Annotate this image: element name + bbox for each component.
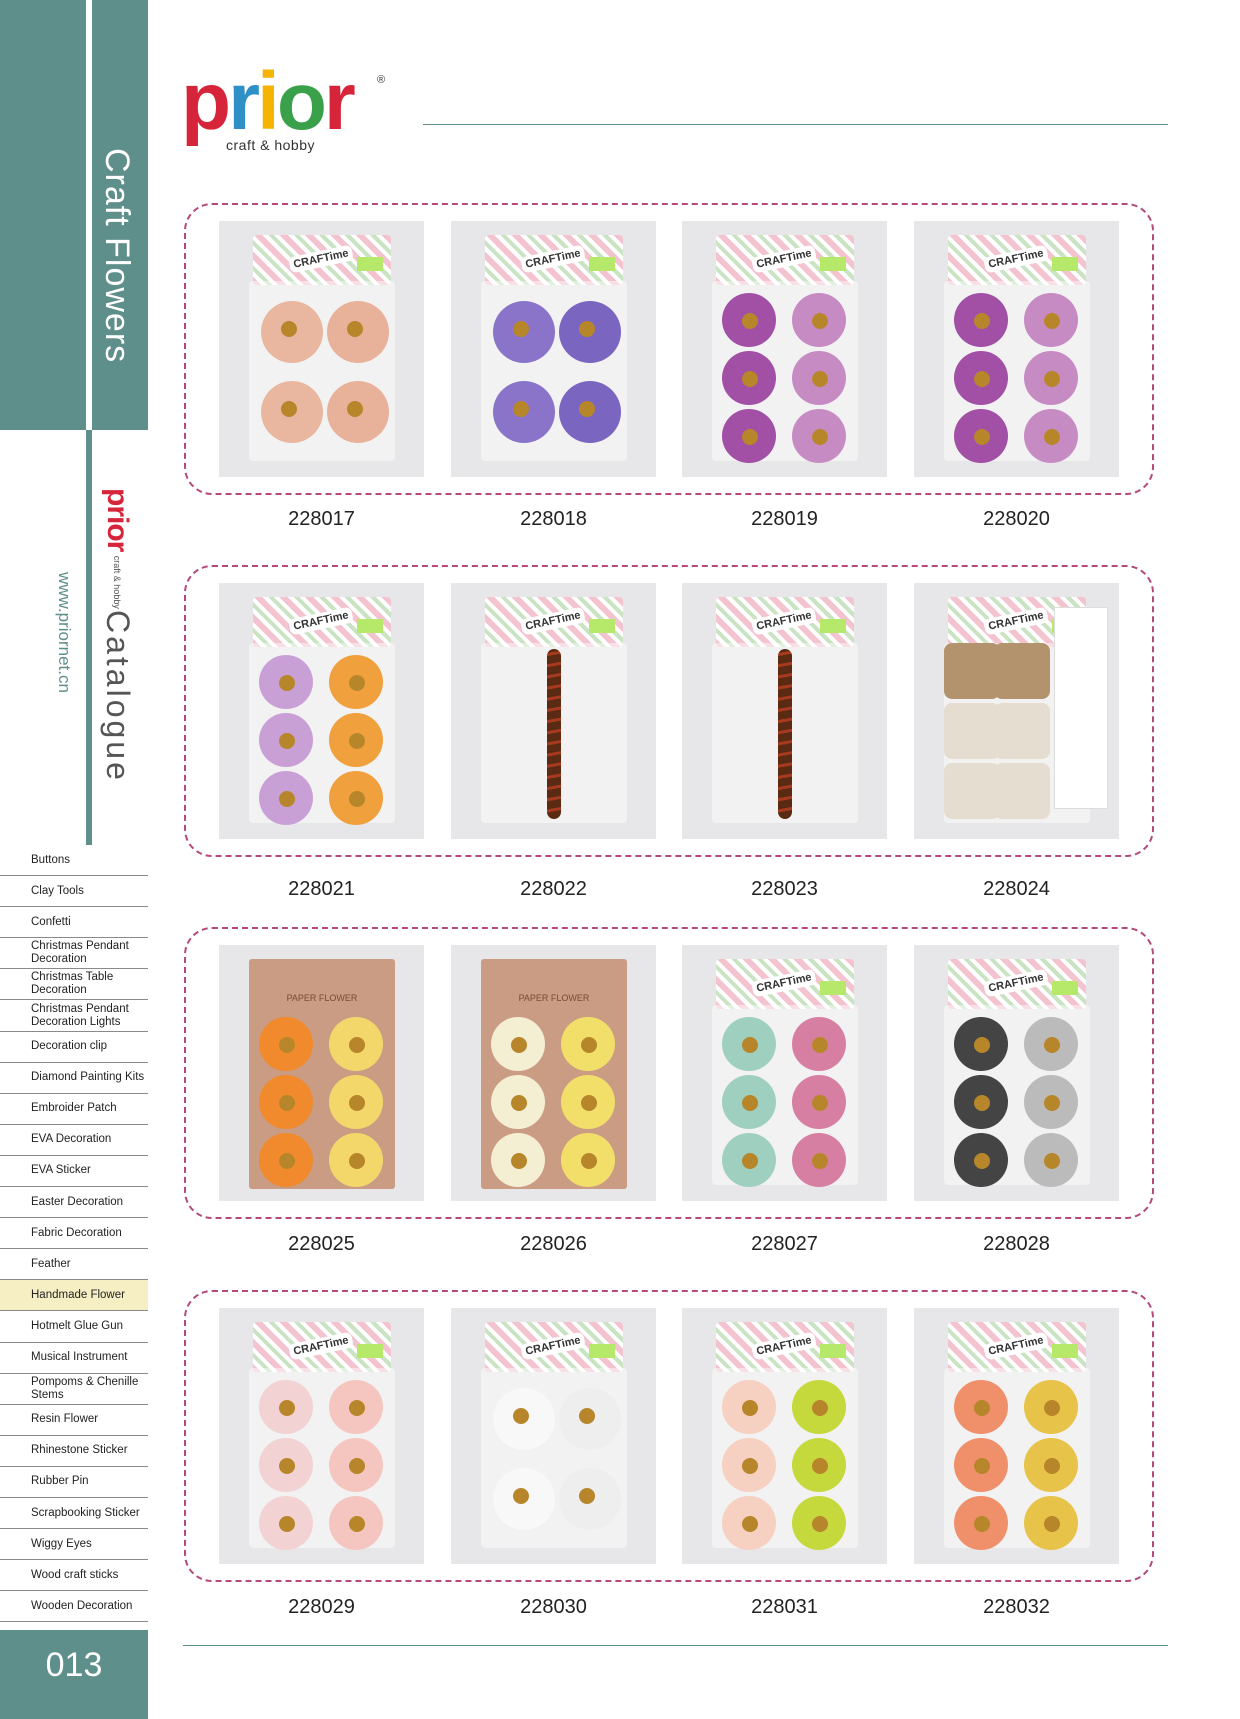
package-header — [948, 1322, 1086, 1372]
flower — [329, 1438, 383, 1492]
flower — [792, 1496, 846, 1550]
ribbon-bow — [944, 643, 1000, 699]
category-menu-item[interactable]: Hotmelt Glue Gun — [0, 1311, 148, 1342]
category-menu-item[interactable]: EVA Decoration — [0, 1125, 148, 1156]
category-menu-item[interactable]: Clay Tools — [0, 876, 148, 907]
product-code: 228021 — [288, 878, 355, 900]
package-header — [485, 235, 623, 285]
price-sticker — [820, 619, 846, 633]
paper-flower-label: PAPER FLOWER — [518, 993, 590, 1003]
flower — [259, 771, 313, 825]
flower — [722, 1017, 776, 1071]
category-menu-item[interactable]: EVA Sticker — [0, 1156, 148, 1187]
product-code: 228029 — [288, 1596, 355, 1618]
product-photo — [682, 1308, 887, 1564]
package-header — [253, 1322, 391, 1372]
package-header — [948, 235, 1086, 285]
product-photo — [914, 1308, 1119, 1564]
category-menu-item[interactable]: Musical Instrument — [0, 1343, 148, 1374]
flower — [327, 381, 389, 443]
flower — [559, 1468, 621, 1530]
product-photo — [451, 583, 656, 839]
product-photo — [451, 945, 656, 1201]
flower — [722, 1075, 776, 1129]
package-brand-label: CRAFTime — [520, 1332, 586, 1361]
category-menu-item[interactable]: Christmas Table Decoration — [0, 969, 148, 1000]
price-sticker — [820, 981, 846, 995]
package-header — [253, 597, 391, 647]
category-menu-item[interactable]: Wiggy Eyes — [0, 1529, 148, 1560]
flower — [722, 1496, 776, 1550]
flower — [1024, 1075, 1078, 1129]
flower — [329, 1133, 383, 1187]
package-brand-label: CRAFTime — [520, 607, 586, 636]
category-menu-item[interactable]: Wooden Decoration — [0, 1591, 148, 1622]
product-code: 228026 — [520, 1233, 587, 1255]
flower — [329, 1017, 383, 1071]
price-sticker — [357, 1344, 383, 1358]
flower — [954, 1496, 1008, 1550]
package-header — [716, 959, 854, 1009]
product-code: 228023 — [751, 878, 818, 900]
flower — [954, 1075, 1008, 1129]
registered-mark: ® — [377, 74, 386, 86]
price-sticker — [1052, 257, 1078, 271]
package-header — [485, 597, 623, 647]
flower — [259, 1133, 313, 1187]
price-sticker — [1052, 1344, 1078, 1358]
flower — [559, 1388, 621, 1450]
package-brand-label: CRAFTime — [751, 1332, 817, 1361]
flower — [327, 301, 389, 363]
flower — [259, 655, 313, 709]
section-title: Craft Flowers — [98, 148, 136, 364]
product-code: 228028 — [983, 1233, 1050, 1255]
package-brand-label: CRAFTime — [288, 607, 354, 636]
logo-letter: i — [257, 56, 277, 147]
flower — [329, 713, 383, 767]
product-photo — [682, 583, 887, 839]
package-brand-label: CRAFTime — [983, 607, 1049, 636]
package-brand-label: CRAFTime — [288, 1332, 354, 1361]
package-header — [485, 1322, 623, 1372]
package-brand-label: CRAFTime — [983, 245, 1049, 274]
category-menu-item[interactable]: Diamond Painting Kits — [0, 1063, 148, 1094]
flower — [954, 293, 1008, 347]
flower — [1024, 1496, 1078, 1550]
flower — [792, 1075, 846, 1129]
mini-logo-tagline: craft & hobby — [112, 555, 122, 609]
category-menu-item[interactable]: Embroider Patch — [0, 1094, 148, 1125]
product-code: 228017 — [288, 508, 355, 530]
flower — [954, 409, 1008, 463]
berry-vine — [547, 649, 561, 819]
category-menu-item[interactable]: Scrapbooking Sticker — [0, 1498, 148, 1529]
page-number: 013 — [0, 1630, 148, 1719]
flower — [722, 293, 776, 347]
flower — [792, 409, 846, 463]
category-menu-item[interactable]: Christmas Pendant Decoration — [0, 938, 148, 969]
product-photo — [451, 221, 656, 477]
product-code: 228022 — [520, 878, 587, 900]
package-header — [716, 235, 854, 285]
flower — [954, 1133, 1008, 1187]
package-brand-label: CRAFTime — [751, 969, 817, 998]
package-header — [716, 597, 854, 647]
package-brand-label: CRAFTime — [751, 607, 817, 636]
ribbon-bow — [944, 703, 1000, 759]
catalogue-label: Catalogue — [100, 610, 136, 783]
product-photo — [219, 945, 424, 1201]
product-photo — [219, 221, 424, 477]
product-code: 228027 — [751, 1233, 818, 1255]
logo-letter: p — [181, 56, 229, 147]
flower — [792, 293, 846, 347]
category-menu-item[interactable]: Rhinestone Sticker — [0, 1436, 148, 1467]
logo-letter: r — [228, 56, 258, 147]
website-link[interactable]: www.priornet.cn — [55, 572, 74, 693]
product-photo — [914, 221, 1119, 477]
product-code: 228030 — [520, 1596, 587, 1618]
price-sticker — [589, 257, 615, 271]
flower — [722, 409, 776, 463]
price-sticker — [357, 619, 383, 633]
category-menu-item[interactable]: Resin Flower — [0, 1405, 148, 1436]
flower — [261, 381, 323, 443]
flower — [722, 1133, 776, 1187]
flower — [561, 1133, 615, 1187]
product-code: 228018 — [520, 508, 587, 530]
category-menu-item[interactable]: Buttons — [0, 845, 148, 876]
paper-flower-label: PAPER FLOWER — [286, 993, 358, 1003]
flower — [1024, 1380, 1078, 1434]
category-menu-item[interactable]: Easter Decoration — [0, 1187, 148, 1218]
product-photo — [914, 583, 1119, 839]
flower — [329, 655, 383, 709]
product-photo — [914, 945, 1119, 1201]
brand-logo — [181, 56, 386, 153]
flower — [1024, 1133, 1078, 1187]
flower — [792, 1438, 846, 1492]
price-sticker — [820, 1344, 846, 1358]
logo-tagline: craft & hobby — [226, 137, 315, 153]
flower — [559, 381, 621, 443]
product-code: 228019 — [751, 508, 818, 530]
category-menu-item[interactable]: Wood craft sticks — [0, 1560, 148, 1591]
category-menu-item[interactable]: Decoration clip — [0, 1032, 148, 1063]
flower — [259, 1438, 313, 1492]
category-menu-item[interactable]: Feather — [0, 1249, 148, 1280]
flower — [722, 1380, 776, 1434]
price-sticker — [589, 619, 615, 633]
flower — [1024, 1438, 1078, 1492]
flower — [722, 1438, 776, 1492]
flower — [261, 301, 323, 363]
category-menu-item[interactable]: Handmade Flower — [0, 1280, 148, 1311]
category-menu-item[interactable]: Rubber Pin — [0, 1467, 148, 1498]
header-rule — [423, 124, 1168, 125]
flower — [493, 1388, 555, 1450]
ribbon-bow — [994, 763, 1050, 819]
category-menu — [0, 845, 148, 1622]
product-photo — [451, 1308, 656, 1564]
ribbon-bow — [994, 703, 1050, 759]
product-code: 228031 — [751, 1596, 818, 1618]
ribbon-bow — [994, 643, 1050, 699]
product-photo — [682, 945, 887, 1201]
flower — [259, 713, 313, 767]
flower — [561, 1017, 615, 1071]
flower — [954, 351, 1008, 405]
flower — [792, 1017, 846, 1071]
flower — [1024, 351, 1078, 405]
flower — [259, 1380, 313, 1434]
ribbon-bow — [944, 763, 1000, 819]
flower — [329, 1075, 383, 1129]
product-code: 228020 — [983, 508, 1050, 530]
product-photo — [219, 583, 424, 839]
sidebar-band — [0, 0, 86, 430]
price-sticker — [820, 257, 846, 271]
flower — [329, 1380, 383, 1434]
flower — [954, 1017, 1008, 1071]
flower — [954, 1380, 1008, 1434]
package-brand-label: CRAFTime — [751, 245, 817, 274]
flower — [259, 1496, 313, 1550]
category-menu-item[interactable]: Fabric Decoration — [0, 1218, 148, 1249]
flower — [329, 771, 383, 825]
flower — [792, 1133, 846, 1187]
flower — [329, 1496, 383, 1550]
hang-tag — [1054, 607, 1108, 809]
flower — [1024, 293, 1078, 347]
mini-logo-word: prior — [101, 488, 134, 552]
package-header — [716, 1322, 854, 1372]
logo-letter: r — [323, 56, 353, 147]
package-brand-label: CRAFTime — [288, 245, 354, 274]
package-brand-label: CRAFTime — [983, 969, 1049, 998]
flower — [792, 1380, 846, 1434]
flower — [493, 1468, 555, 1530]
flower — [954, 1438, 1008, 1492]
category-menu-item[interactable]: Pompoms & Chenille Stems — [0, 1374, 148, 1405]
flower — [491, 1133, 545, 1187]
flower — [491, 1017, 545, 1071]
product-photo — [682, 221, 887, 477]
package-header — [253, 235, 391, 285]
category-menu-item[interactable]: Christmas Pendant Decoration Lights — [0, 1000, 148, 1031]
flower — [1024, 1017, 1078, 1071]
flower — [259, 1017, 313, 1071]
product-photo — [219, 1308, 424, 1564]
flower — [722, 351, 776, 405]
flower — [559, 301, 621, 363]
flower — [1024, 409, 1078, 463]
flower — [493, 301, 555, 363]
flower — [792, 351, 846, 405]
product-code: 228025 — [288, 1233, 355, 1255]
mini-logo — [100, 488, 134, 609]
category-menu-item[interactable]: Confetti — [0, 907, 148, 938]
logo-letter: o — [276, 56, 324, 147]
berry-vine — [778, 649, 792, 819]
sidebar-accent-line — [86, 430, 92, 845]
product-code: 228024 — [983, 878, 1050, 900]
package-header — [948, 959, 1086, 1009]
flower — [259, 1075, 313, 1129]
package-brand-label: CRAFTime — [983, 1332, 1049, 1361]
flower — [491, 1075, 545, 1129]
footer-rule — [183, 1645, 1168, 1646]
flower — [493, 381, 555, 443]
price-sticker — [589, 1344, 615, 1358]
flower — [561, 1075, 615, 1129]
price-sticker — [1052, 981, 1078, 995]
price-sticker — [357, 257, 383, 271]
package-brand-label: CRAFTime — [520, 245, 586, 274]
product-code: 228032 — [983, 1596, 1050, 1618]
